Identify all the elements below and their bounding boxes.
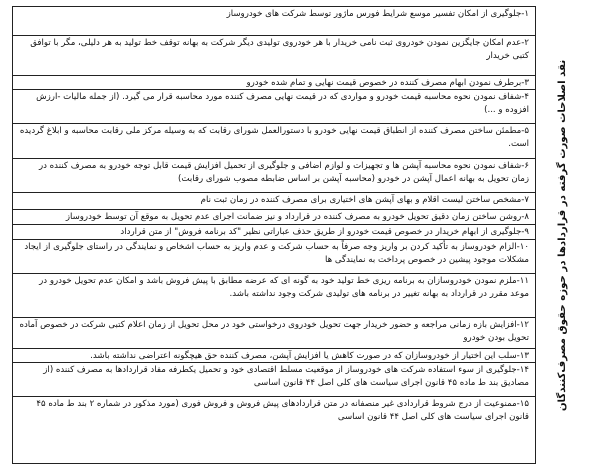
table-row: ۹-جلوگیری از ابهام خریدار در خصوص قیمت خودرو از طریق حذف عباراتی نظیر "کد برنامه فروش" از متن قرارداد <box>13 225 535 240</box>
table-row: ۷-مشخص ساختن لیست اقلام و بهای آپشن های اختیاری برای مصرف کننده در زمان ثبت نام <box>13 193 535 210</box>
document-title: نقد اصلاحات صورت گرفته در قراردادها در حوزه حقوق مصرف‌کنندگان <box>557 59 569 411</box>
table-row: ۴-شفاف نمودن نحوه محاسبه قیمت خودرو و مواردی که در قیمت نهایی مصرف کننده مورد محاسبه قرار می گیرد. (از جمله مالیات -ارزش افزوده و ...) <box>13 90 535 125</box>
table-row: ۱۳-سلب این اختیار از خودروسازان که در صورت کاهش یا افزایش آپشن، مصرف کننده حق هیچگونه اعتراضی نداشته باشد. <box>13 349 535 363</box>
table-row: ۱۴-جلوگیری از سوء استفاده شرکت های خودروساز از موقعیت مسلط اقتصادی خود و تحمیل یکطرفه مفاد قراردادها به مصرف کننده (از مصادیق بند ط ماده ۴۵ قانون اجرای سیاست های کلی اصل ۴۴ قانون اساسی <box>13 363 535 397</box>
reforms-table <box>12 6 536 464</box>
table-row: ۵-مطمئن ساختن مصرف کننده از انطباق قیمت نهایی خودرو با دستورالعمل شورای رقابت که به وسیله مرکز ملی رقابت محاسبه و ابلاغ گردیده است. <box>13 124 535 159</box>
table-row: ۸-روشن ساختن زمان دقیق تحویل خودرو به مصرف کننده در قرارداد و نیز ضمانت اجرای عدم تحویل به موقع آن توسط خودروساز <box>13 210 535 225</box>
table-row: ۱۰-الزام خودروساز به تأکید کردن بر واریز وجه صرفاً به حساب شرکت و عدم واریز به حساب اشخاص و نمایندگی در راستای جلوگیری از ایجاد مشکلات موجود پیشین در خصوص پرداخت به نمایندگی ها <box>13 240 535 274</box>
table-row: ۱۵-ممنوعیت از درج شروط قراردادی غیر منصفانه در متن قراردادهای پیش فروش و فروش فوری (مورد مذکور در شماره ۲ بند ط ماده ۴۵ قانون اجرای سیاست های کلی اصل ۴۴ قانون اساسی <box>36 399 529 423</box>
table-row: ۶-شفاف نمودن نحوه محاسبه آپشن ها و تجهیزات و لوازم اضافی و جلوگیری از تحمیل افزایش قیمت قابل توجه خودرو به مصرف کننده در زمان تحویل به بهانه اعمال آپشن در خودرو (محاسبه آپشن بر اساس ضابطه مصوب شورای رقابت) <box>13 159 535 193</box>
table-row: ۱-جلوگیری از امکان تفسیر موسع شرایط فورس ماژور توسط شرکت های خودروساز <box>13 7 535 36</box>
table-row: ۱۱-ملزم نمودن خودروسازان به برنامه ریزی خط تولید خود به گونه ای که عرضه مطابق با پیش فروش باشد و امکان عدم تحویل خودرو در موعد مقرر در قرارداد به بهانه تغییر در برنامه های تولیدی شرکت وجود نداشته باشد. <box>13 274 535 318</box>
table-row: ۱۲-افزایش بازه زمانی مراجعه و حضور خریدار جهت تحویل خودروی درخواستی خود در محل تحویل از زمان اعلام کتبی شرکت در خصوص آماده تحویل بودن خودرو <box>13 318 535 350</box>
table-row: ۲-عدم امکان جایگزین نمودن خودروی ثبت نامی خریدار با هر خودروی تولیدی دیگر شرکت به بهانه توقف خط تولید به هر دلیلی، مگر با توافق کتبی خریدار <box>13 36 535 76</box>
vertical-title-cell <box>540 6 585 464</box>
table-row: ۳-برطرف نمودن ابهام مصرف کننده در خصوص قیمت نهایی و تمام شده خودرو <box>13 76 535 90</box>
